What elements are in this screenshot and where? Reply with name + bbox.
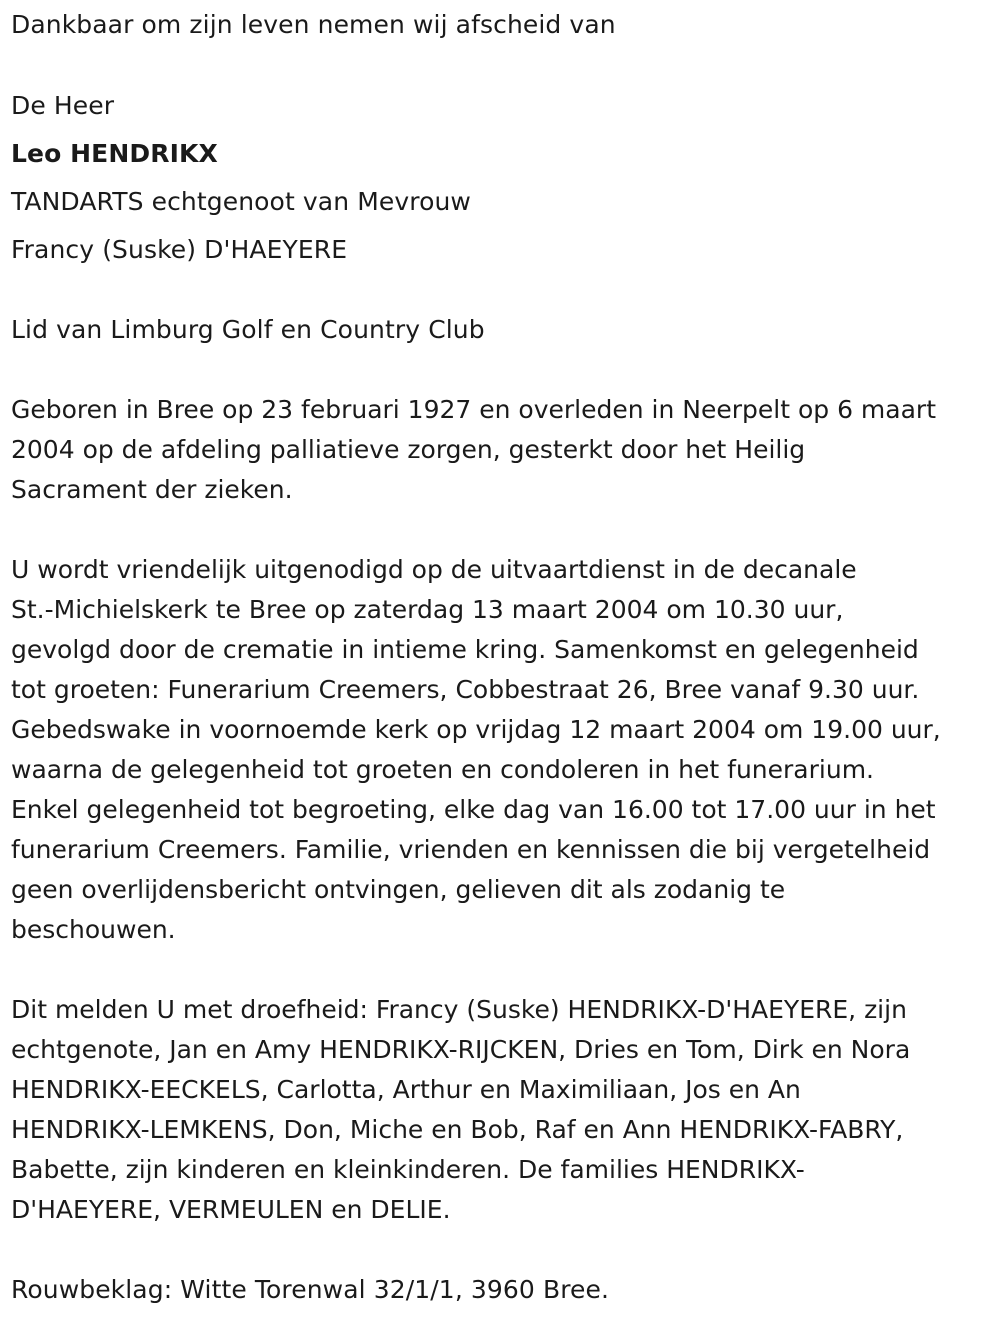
paragraph-line: Babette, zijn kinderen en kleinkinderen. De families HENDRIKX- (11, 1155, 805, 1184)
salutation: De Heer (11, 91, 115, 120)
paragraph-line: St.-Michielskerk te Bree op zaterdag 13 maart 2004 om 10.30 uur, (11, 595, 844, 624)
paragraph-line: funerarium Creemers. Familie, vrienden en kennissen die bij vergetelheid (11, 835, 931, 864)
paragraph-line: Enkel gelegenheid tot begroeting, elke dag van 16.00 tot 17.00 uur in het (11, 795, 936, 824)
paragraph-line: Gebedswake in voornoemde kerk op vrijdag 12 maart 2004 om 19.00 uur, (11, 715, 941, 744)
paragraph-line: Dit melden U met droefheid: Francy (Suske) HENDRIKX-D'HAEYERE, zijn (11, 995, 907, 1024)
paragraph-line: HENDRIKX-LEMKENS, Don, Miche en Bob, Raf en Ann HENDRIKX-FABRY, (11, 1115, 904, 1144)
paragraph-line: 2004 op de afdeling palliatieve zorgen, gesterkt door het Heilig (11, 435, 806, 464)
spouse-name: Francy (Suske) D'HAEYERE (11, 235, 348, 264)
paragraph-line: echtgenote, Jan en Amy HENDRIKX-RIJCKEN, Dries en Tom, Dirk en Nora (11, 1035, 911, 1064)
condolence-address: Rouwbeklag: Witte Torenwal 32/1/1, 3960 Bree. (11, 1275, 610, 1304)
deceased-name: Leo HENDRIKX (11, 139, 218, 168)
paragraph-line: Geboren in Bree op 23 februari 1927 en overleden in Neerpelt op 6 maart (11, 395, 936, 424)
paragraph-line: D'HAEYERE, VERMEULEN en DELIE. (11, 1195, 451, 1224)
paragraph-line: HENDRIKX-EECKELS, Carlotta, Arthur en Maximiliaan, Jos en An (11, 1075, 801, 1104)
paragraph-line: geen overlijdensbericht ontvingen, gelieven dit als zodanig te (11, 875, 786, 904)
birth-death-paragraph (11, 390, 989, 510)
paragraph-line: U wordt vriendelijk uitgenodigd op de uitvaartdienst in de decanale (11, 555, 857, 584)
paragraph-line: gevolgd door de crematie in intieme kring. Samenkomst en gelegenheid (11, 635, 919, 664)
paragraph-line: beschouwen. (11, 915, 176, 944)
intro-text: Dankbaar om zijn leven nemen wij afscheid van (11, 10, 616, 39)
profession-line: TANDARTS echtgenoot van Mevrouw (11, 187, 471, 216)
paragraph-line: Sacrament der zieken. (11, 475, 293, 504)
paragraph-line: tot groeten: Funerarium Creemers, Cobbestraat 26, Bree vanaf 9.30 uur. (11, 675, 920, 704)
paragraph-line: waarna de gelegenheid tot groeten en condoleren in het funerarium. (11, 755, 874, 784)
ceremony-paragraph (11, 550, 989, 950)
family-paragraph (11, 990, 989, 1230)
membership-text: Lid van Limburg Golf en Country Club (11, 315, 485, 344)
